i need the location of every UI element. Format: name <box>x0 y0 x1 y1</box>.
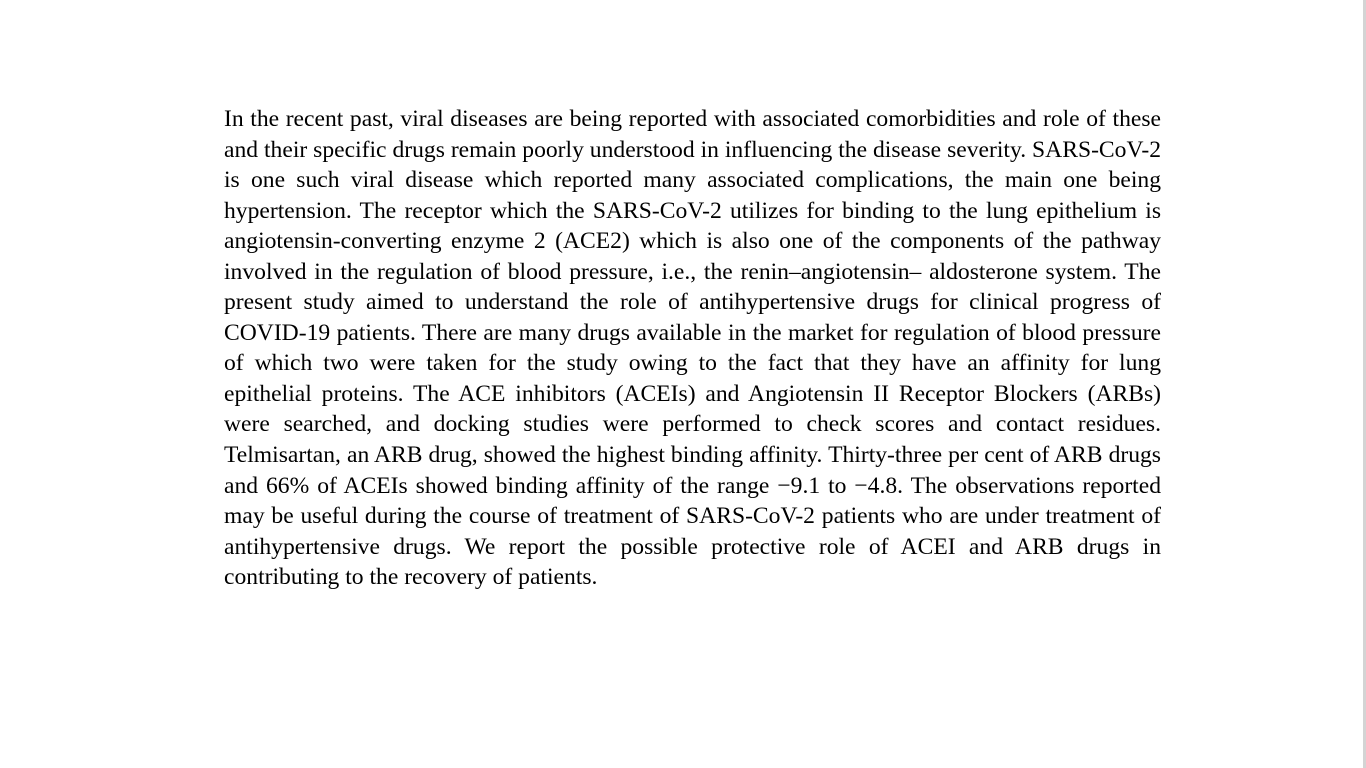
abstract-paragraph: In the recent past, viral diseases are being reported with associated comorbidities and role of these and their specific drugs remain poorly understood in influencing the disease severity. SARS-CoV-2 is one such viral disease which reported many associated complications, the main one being hypertension. The receptor which the SARS-CoV-2 utilizes for binding to the lung epithelium is angiotensin-converting enzyme 2 (ACE2) which is also one of the components of the pathway involved in the regulation of blood pressure, i.e., the renin–angiotensin– aldosterone system. The present study aimed to understand the role of antihypertensive drugs for clinical progress of COVID-19 patients. There are many drugs available in the market for regulation of blood pressure of which two were taken for the study owing to the fact that they have an affinity for lung epithelial proteins. The ACE inhibitors (ACEIs) and Angiotensin II Receptor Blockers (ARBs) were searched, and docking studies were performed to check scores and contact residues. Telmisartan, an ARB drug, showed the highest binding affinity. Thirty-three per cent of ARB drugs and 66% of ACEIs showed binding affinity of the range −9.1 to −4.8. The observations reported may be useful during the course of treatment of SARS-CoV-2 patients who are under treatment of antihypertensive drugs. We report the possible protective role of ACEI and ARB drugs in contributing to the recovery of patients. <box>224 106 1161 591</box>
